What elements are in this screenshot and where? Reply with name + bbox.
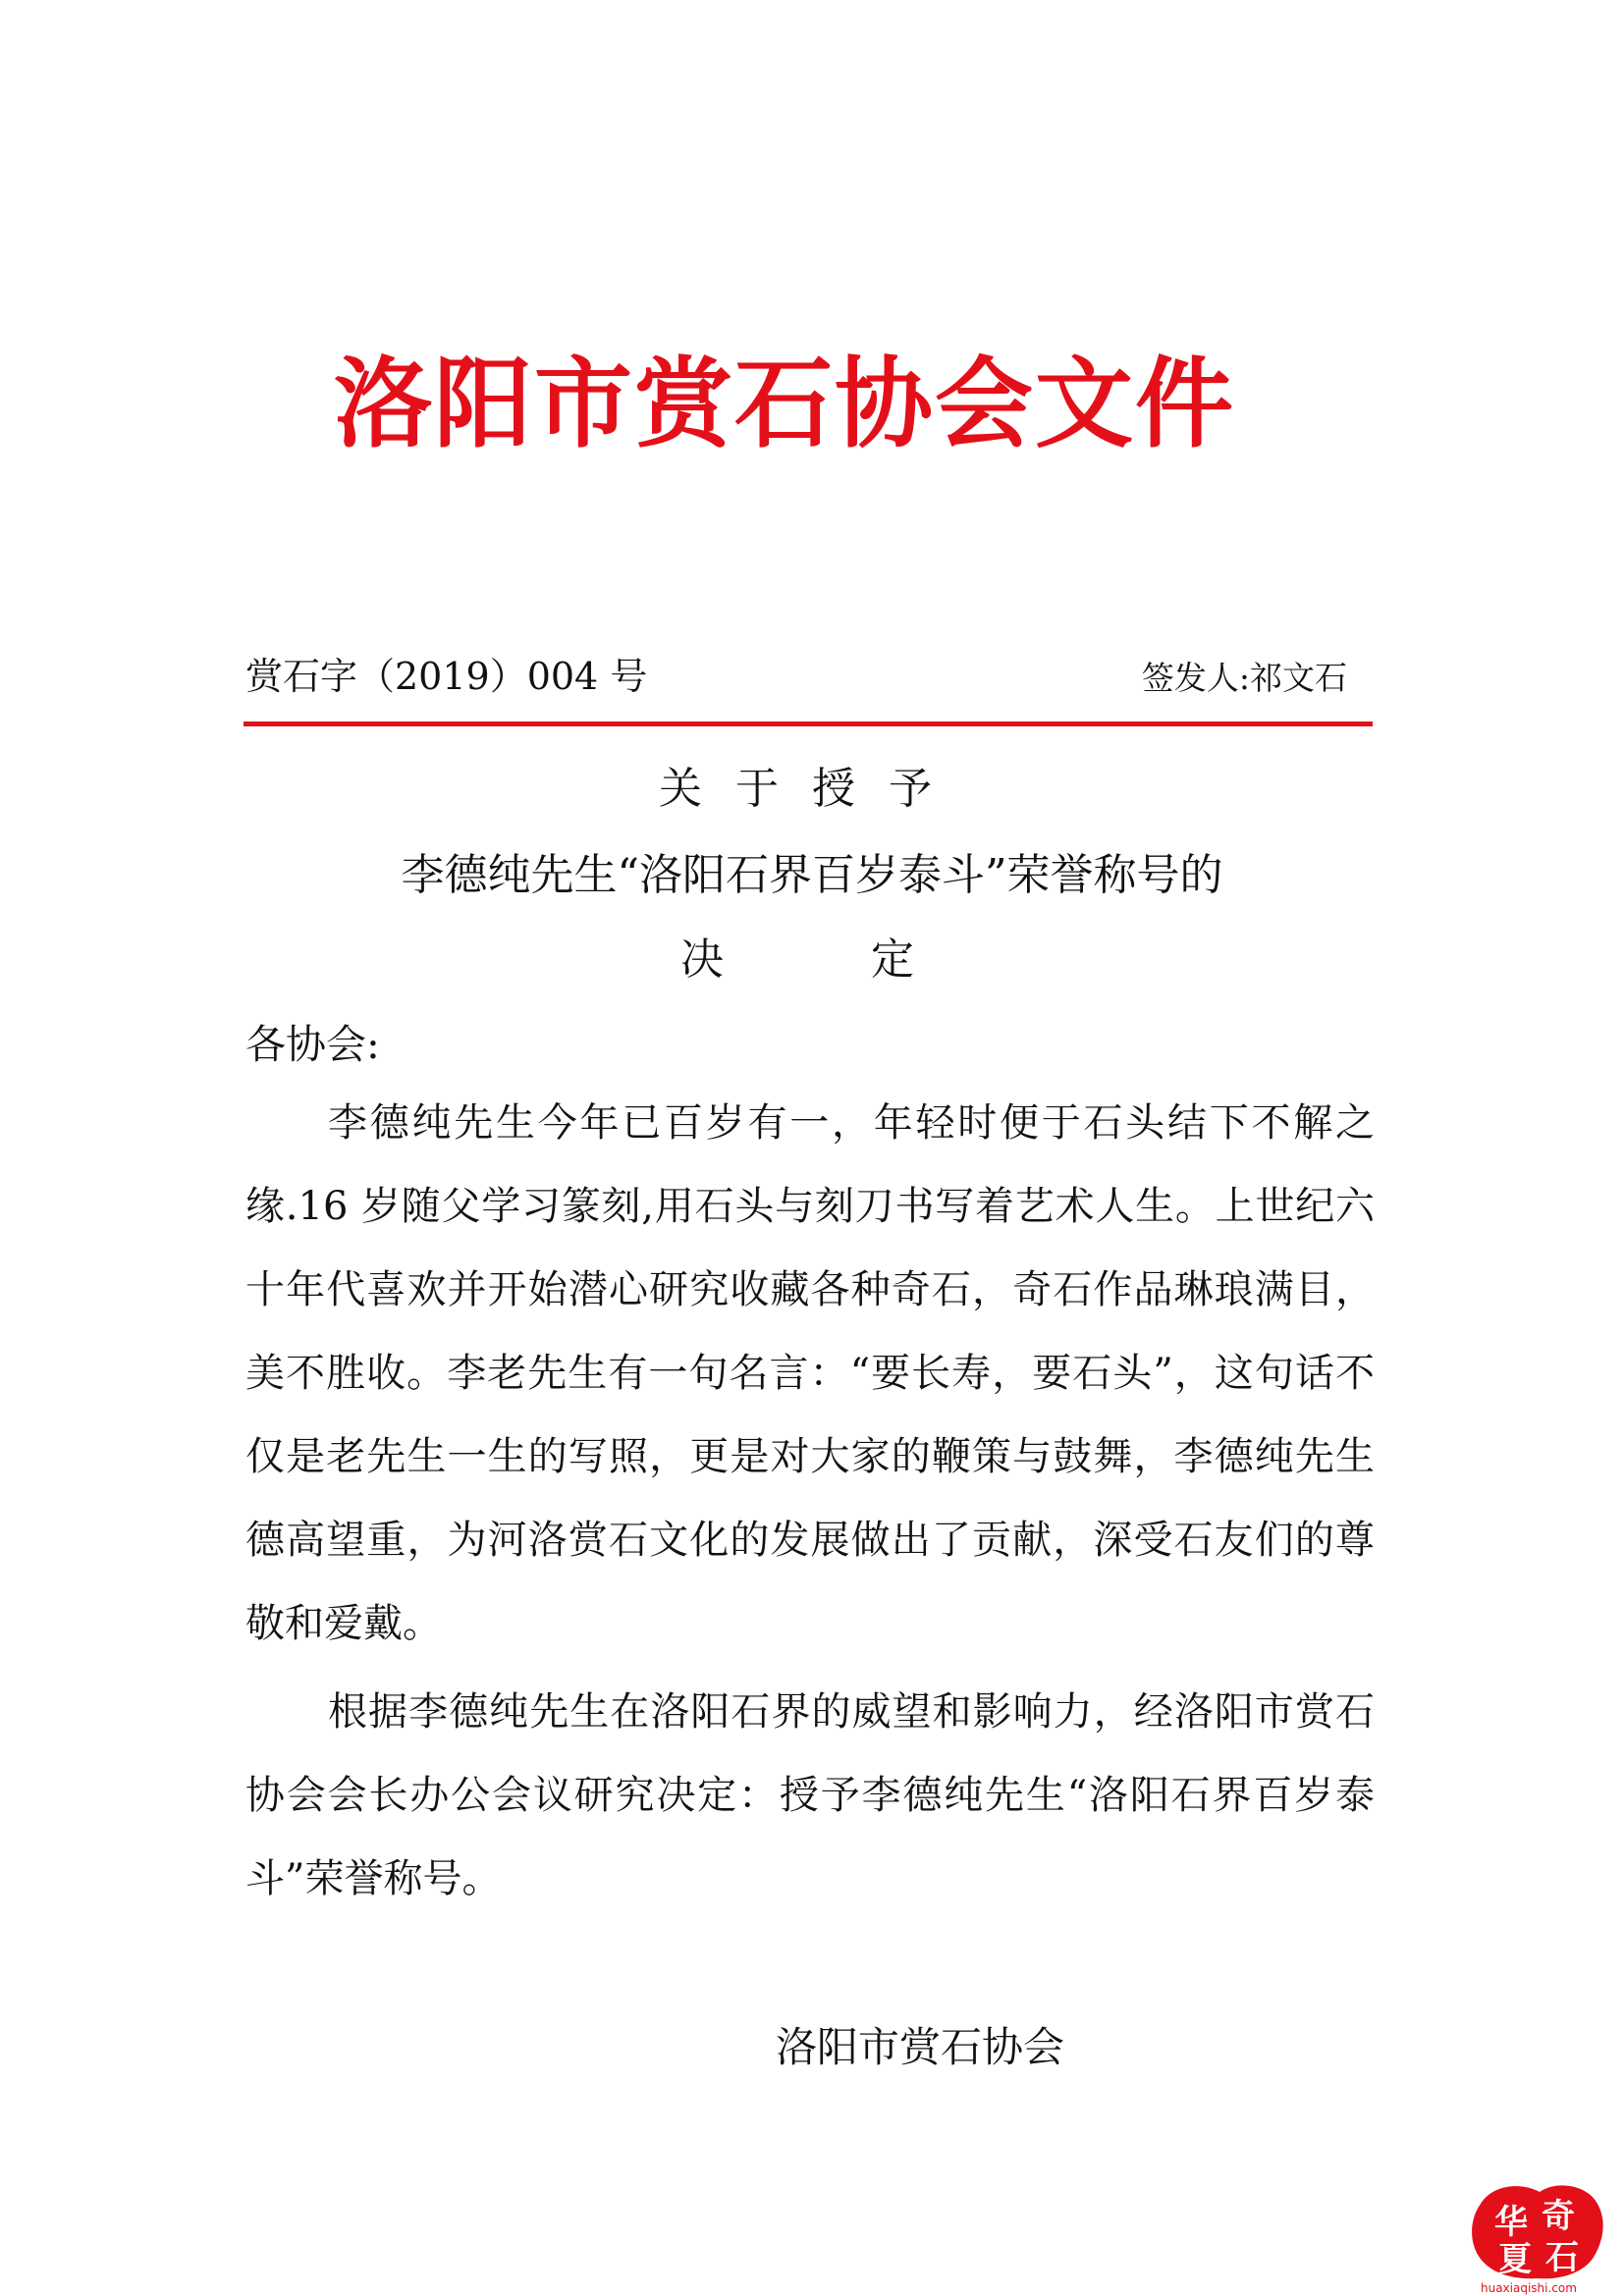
- body-paragraph-2: 根据李德纯先生在洛阳石界的威望和影响力，经洛阳市赏石协会会长办公会议研究决定：授予李德纯先生“洛阳石界百岁泰斗”荣誉称号。: [245, 1689, 1375, 1901]
- heading-line-2: 李德纯先生“洛阳石界百岁泰斗”荣誉称号的: [401, 850, 1223, 900]
- svg-text:huaxiaqishi.com: huaxiaqishi.com: [1481, 2281, 1577, 2295]
- heading-line-1: 关于授予: [659, 764, 965, 814]
- site-watermark-logo: [1463, 2174, 1610, 2296]
- heading-line-3: 决定: [680, 934, 1061, 985]
- svg-text:夏: 夏: [1498, 2240, 1532, 2279]
- red-divider: [244, 721, 1373, 726]
- issuer-label: 签发人:祁文石: [1141, 659, 1347, 697]
- salutation: 各协会:: [245, 1021, 380, 1068]
- watermark-logo-icon: [1463, 2174, 1610, 2296]
- svg-text:华: 华: [1494, 2203, 1528, 2242]
- signature-organization: 洛阳市赏石协会: [776, 2023, 1065, 2071]
- body-paragraph-1: 李德纯先生今年已百岁有一，年轻时便于石头结下不解之缘.16 岁随父学习篆刻,用石头与刻刀书写着艺术人生。上世纪六十年代喜欢并开始潜心研究收藏各种奇石，奇石作品琳琅满目，美不胜收。李老先生有一句名言：“要长寿，要石头”，这句话不仅是老先生一生的写照，更是对大家的鞭策与鼓舞，李德纯先生德高望重，为河洛赏石文化的发展做出了贡献，深受石友们的尊敬和爱戴。: [245, 1100, 1375, 1646]
- document-number: 赏石字（2019）004 号: [245, 655, 648, 698]
- svg-text:奇: 奇: [1542, 2197, 1575, 2236]
- svg-text:石: 石: [1545, 2238, 1579, 2277]
- document-title: 洛阳市赏石协会文件: [334, 347, 1235, 461]
